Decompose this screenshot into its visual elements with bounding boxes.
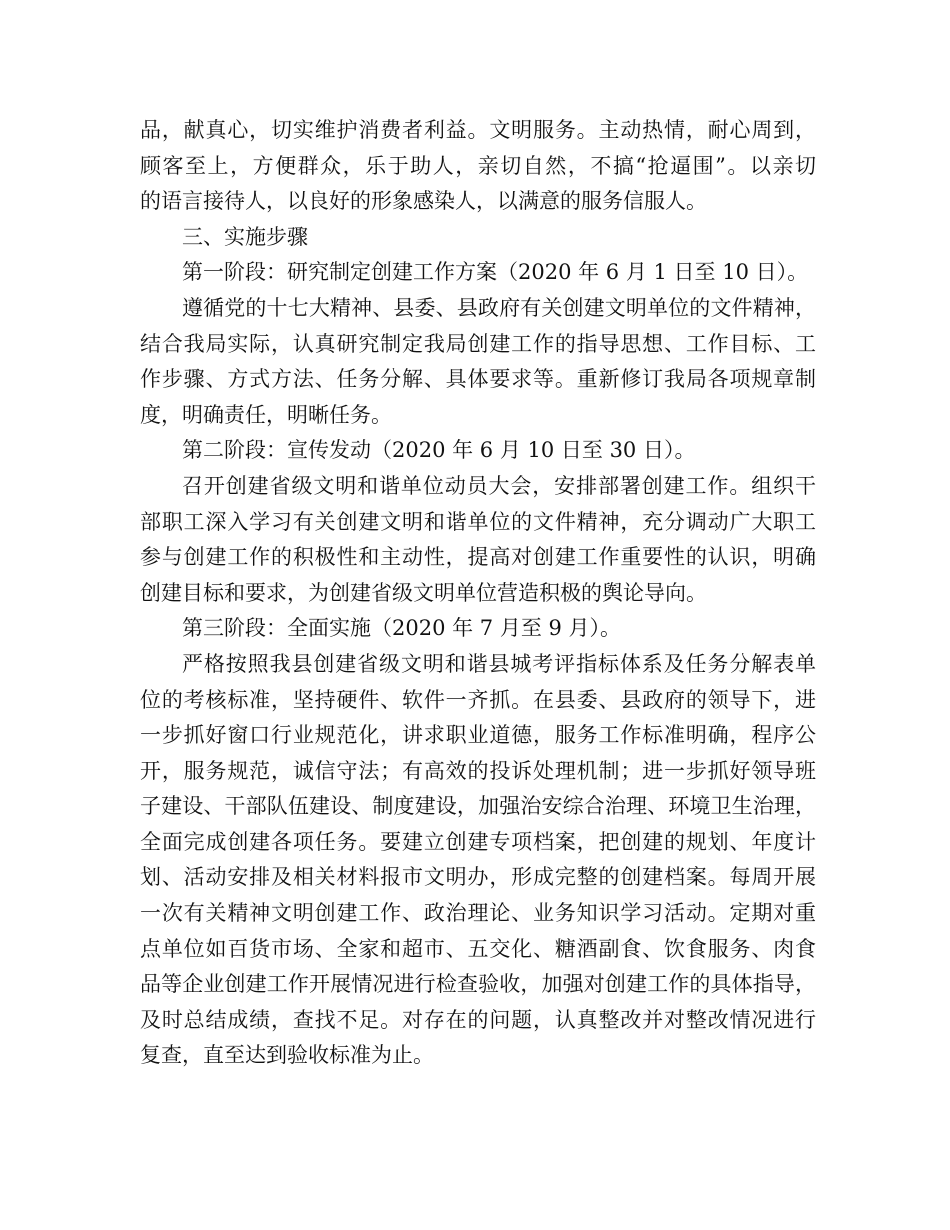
text-line: 严格按照我县创建省级文明和谐县城考评指标体系及任务分解表单 [182,651,816,676]
text-line: 创建目标和要求，为创建省级文明单位营造积极的舆论导向。 [140,580,707,605]
text-line: 第三阶段：全面实施（2020 年 7 月至 9 月）。 [182,616,622,641]
document-page [140,113,816,1074]
text-line: 三、实施步骤 [182,224,308,249]
stage-one-body [140,291,816,433]
text-line: 的语言接待人，以良好的形象感染人，以满意的服务信服人。 [140,189,707,214]
text-line: 位的考核标准，坚持硬件、软件一齐抓。在县委、县政府的领导下，进 [140,687,816,712]
text-line: 一次有关精神文明创建工作、政治理论、业务知识学习活动。定期对重 [140,901,816,926]
text-line: 开，服务规范，诚信守法；有高效的投诉处理机制；进一步抓好领导班 [140,758,816,783]
text-line: 顾客至上，方便群众，乐于助人，亲切自然，不搞“抢逼围”。以亲切 [140,153,816,178]
text-line: 第一阶段：研究制定创建工作方案（2020 年 6 月 1 日至 10 日）。 [182,260,809,285]
text-line: 遵循党的十七大精神、县委、县政府有关创建文明单位的文件精神， [182,295,816,320]
text-line: 品，献真心，切实维护消费者利益。文明服务。主动热情，耐心周到， [140,118,816,142]
text-line: 一步抓好窗口行业规范化，讲求职业道德，服务工作标准明确，程序公 [140,723,816,748]
text-line: 结合我局实际，认真研究制定我局创建工作的指导思想、工作目标、工 [140,331,816,356]
stage-two-heading [140,433,816,469]
stage-two-body [140,469,816,611]
text-line: 品等企业创建工作开展情况进行检查验收，加强对创建工作的具体指导， [140,972,816,997]
text-line: 点单位如百货市场、全家和超市、五交化、糖酒副食、饮食服务、肉食 [140,936,816,961]
text-line: 子建设、干部队伍建设、制度建设，加强治安综合治理、环境卫生治理， [140,794,816,819]
text-line: 召开创建省级文明和谐单位动员大会，安排部署创建工作。组织干 [182,473,816,498]
text-line: 复查，直至达到验收标准为止。 [140,1043,434,1068]
text-line: 划、活动安排及相关材料报市文明办，形成完整的创建档案。每周开展 [140,865,816,890]
text-line: 第二阶段：宣传发动（2020 年 6 月 10 日至 30 日）。 [182,438,696,463]
text-line: 全面完成创建各项任务。要建立创建专项档案，把创建的规划、年度计 [140,829,816,854]
text-line: 作步骤、方式方法、任务分解、具体要求等。重新修订我局各项规章制 [140,367,816,392]
text-line: 度，明确责任，明晰任务。 [140,402,392,427]
stage-one-heading [140,255,816,291]
text-line: 部职工深入学习有关创建文明和谐单位的文件精神，充分调动广大职工 [140,509,816,534]
section-heading-implementation-steps [140,220,816,256]
paragraph-service-standards [140,113,816,220]
text-line: 参与创建工作的积极性和主动性，提高对创建工作重要性的认识，明确 [140,545,816,570]
text-line: 及时总结成绩，查找不足。对存在的问题，认真整改并对整改情况进行 [140,1007,816,1032]
stage-three-body [140,647,816,1074]
stage-three-heading [140,611,816,647]
